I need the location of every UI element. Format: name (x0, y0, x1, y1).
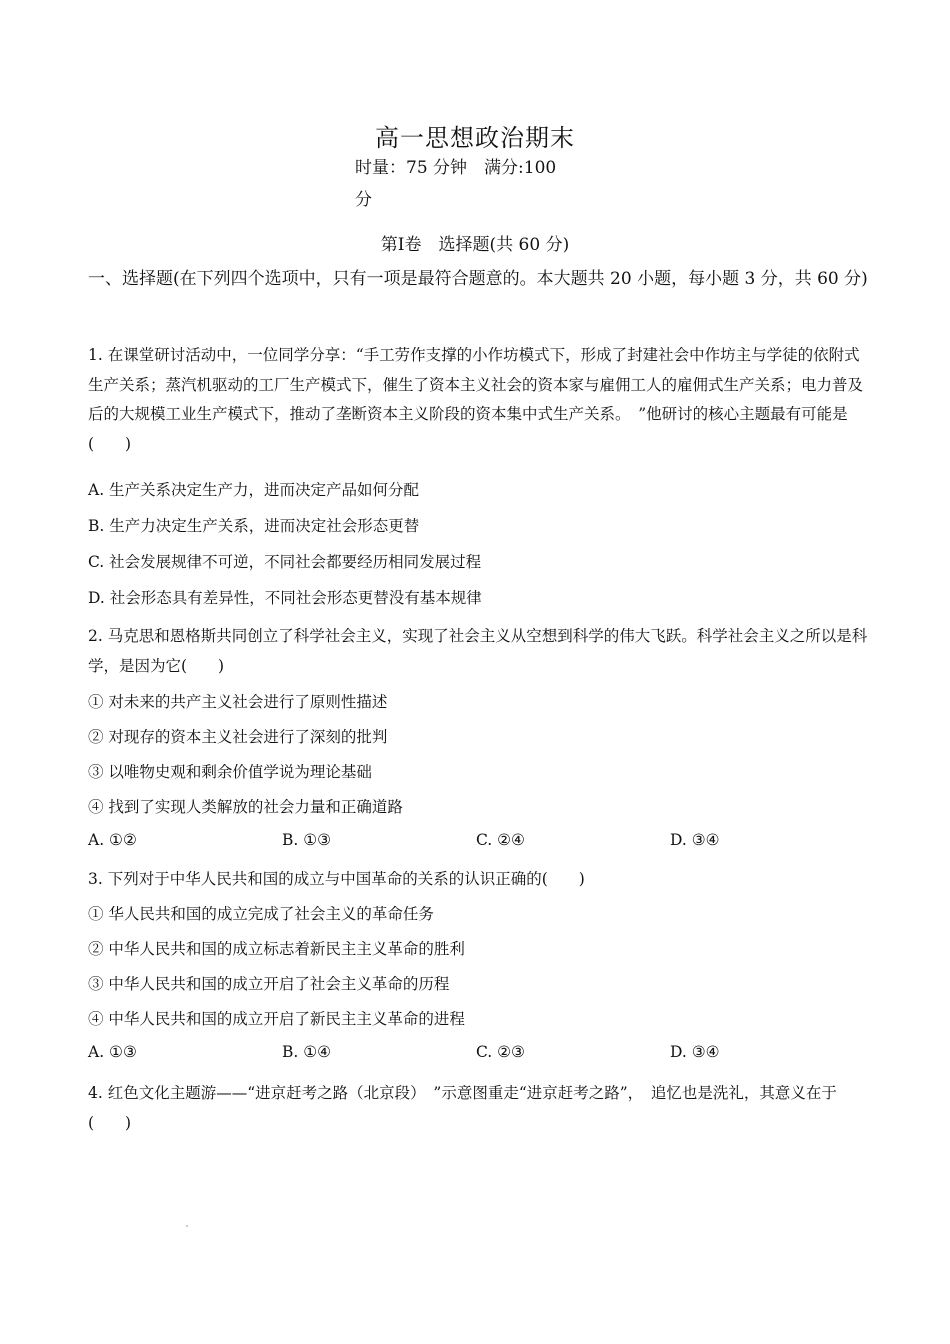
time-score-line-cont: 分 (355, 190, 372, 210)
question-1-stem: 1. 在课堂研讨活动中，一位同学分享：“手工劳作支撑的小作坊模式下，形成了封建社会中作坊主与学徒的依附式生产关系；蒸汽机驱动的工厂生产模式下，催生了资本主义社会的资本家与雇佣工人的雇佣式生产关系；电力普及后的大规模工业生产模式下，推动了垄断资本主义阶段的资本集中式生产关系。 ”他研讨的核心主题最有可能是( ) (88, 346, 864, 453)
scan-speck (186, 1225, 188, 1227)
question-2-statement-3: ③ 以唯物史观和剩余价值学说为理论基础 (88, 763, 372, 781)
question-1-option-c: C. 社会发展规律不可逆，不同社会都要经历相同发展过程 (88, 553, 482, 571)
question-1-option-d: D. 社会形态具有差异性，不同社会形态更替没有基本规律 (88, 589, 482, 607)
question-2-choice-b: B. ①③ (282, 831, 332, 849)
question-2-choice-c: C. ②④ (476, 831, 525, 849)
question-3-statement-2: ② 中华人民共和国的成立标志着新民主主义革命的胜利 (88, 940, 465, 958)
time-score-line: 时量：75 分钟 满分:100 (355, 158, 557, 178)
question-3-choice-b: B. ①④ (282, 1043, 332, 1061)
question-3-stem: 3. 下列对于中华人民共和国的成立与中国革命的关系的认识正确的( ) (88, 870, 585, 888)
question-2-stem: 2. 马克思和恩格斯共同创立了科学社会主义，实现了社会主义从空想到科学的伟大飞跃。科学社会主义之所以是科学，是因为它( ) (88, 627, 868, 675)
question-2-statement-1: ① 对未来的共产主义社会进行了原则性描述 (88, 693, 388, 711)
question-2-statement-4: ④ 找到了实现人类解放的社会力量和正确道路 (88, 798, 403, 816)
question-3-statement-4: ④ 中华人民共和国的成立开启了新民主主义革命的进程 (88, 1010, 465, 1028)
question-3-statement-3: ③ 中华人民共和国的成立开启了社会主义革命的历程 (88, 975, 450, 993)
question-2-choice-d: D. ③④ (670, 831, 720, 849)
question-2-choice-a: A. ①② (88, 831, 137, 849)
question-3-choice-c: C. ②③ (476, 1043, 525, 1061)
page-title: 高一思想政治期末 (375, 124, 575, 152)
exam-info (355, 152, 595, 216)
question-1-option-b: B. 生产力决定生产关系，进而决定社会形态更替 (88, 517, 420, 535)
question-3-statement-1: ① 华人民共和国的成立完成了社会主义的革命任务 (88, 905, 434, 923)
question-3-choice-d: D. ③④ (670, 1043, 720, 1061)
question-3-choice-a: A. ①③ (88, 1043, 137, 1061)
instructions: 一、选择题(在下列四个选项中，只有一项是最符合题意的。本大题共 20 小题，每小题 3 分，共 60 分) (88, 269, 868, 289)
question-4-stem: 4. 红色文化主题游——“进京赶考之路（北京段） ”示意图重走“进京赶考之路”， 追忆也是洗礼，其意义在于( ) (88, 1084, 837, 1132)
section-title: 第Ⅰ卷 选择题(共 60 分) (380, 235, 570, 255)
question-1-option-a: A. 生产关系决定生产力，进而决定产品如何分配 (88, 481, 420, 499)
question-2-statement-2: ② 对现存的资本主义社会进行了深刻的批判 (88, 728, 388, 746)
